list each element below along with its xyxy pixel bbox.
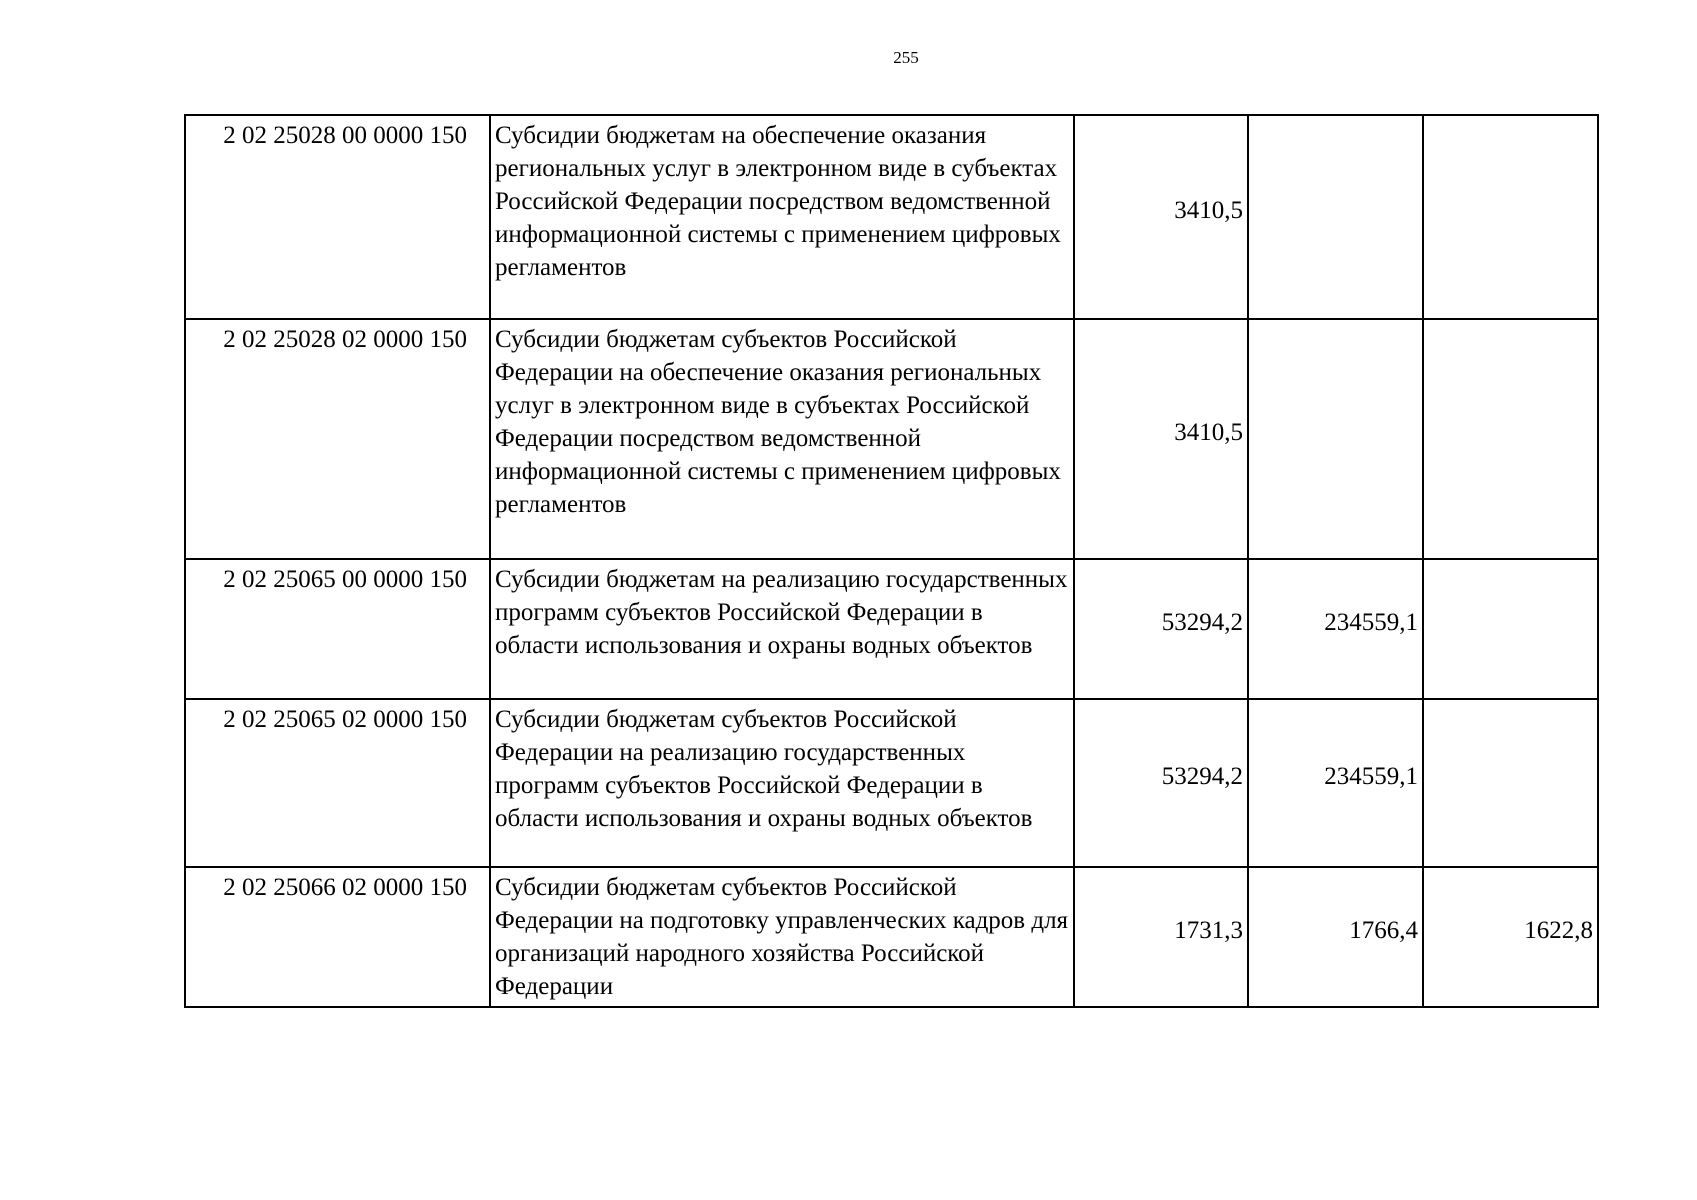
- page-number: 255: [893, 48, 919, 67]
- table-row: [185, 699, 1598, 867]
- budget-code-cell: 2 02 25028 00 0000 150: [185, 115, 490, 319]
- value-cell-3: [1423, 319, 1598, 559]
- value-text: 53294,2: [1161, 608, 1243, 636]
- value-text: 3410,5: [1174, 418, 1243, 446]
- value-cell-2: [1248, 559, 1423, 699]
- value-cell-2: [1248, 319, 1423, 559]
- value-cell-3: [1423, 699, 1598, 867]
- budget-code-cell: 2 02 25065 02 0000 150: [185, 699, 490, 867]
- value-cell-3: [1423, 559, 1598, 699]
- description-cell: Субсидии бюджетам субъектов Российской Федерации на обеспечение оказания региональных услуг в электронном виде в субъектах Российской Федерации посредством ведомственной информационной системы с применением цифровых регламентов: [490, 319, 1074, 559]
- table-row: [185, 559, 1598, 699]
- value-cell-1: [1074, 319, 1248, 559]
- value-cell-1: [1074, 115, 1248, 319]
- description-cell: Субсидии бюджетам субъектов Российской Федерации на реализацию государственных программ субъектов Российской Федерации в области использования и охраны водных объектов: [490, 699, 1074, 867]
- value-text: 234559,1: [1324, 762, 1418, 790]
- value-text: 3410,5: [1174, 196, 1243, 224]
- description-cell: Субсидии бюджетам на обеспечение оказания региональных услуг в электронном виде в субъектах Российской Федерации посредством ведомственной информационной системы с применением цифровых регламентов: [490, 115, 1074, 319]
- value-text: 1622,8: [1524, 916, 1593, 944]
- value-cell-1: [1074, 559, 1248, 699]
- value-text: 53294,2: [1161, 762, 1243, 790]
- table-row: [185, 867, 1598, 1007]
- value-text: 1766,4: [1349, 916, 1418, 944]
- description-cell: Субсидии бюджетам на реализацию государственных программ субъектов Российской Федерации в области использования и охраны водных объектов: [490, 559, 1074, 699]
- value-cell-2: [1248, 867, 1423, 1007]
- value-cell-2: [1248, 699, 1423, 867]
- budget-code-cell: 2 02 25028 02 0000 150: [185, 319, 490, 559]
- value-cell-3: [1423, 115, 1598, 319]
- table-row: [185, 115, 1598, 319]
- budget-table: [184, 114, 1599, 1008]
- value-cell-2: [1248, 115, 1423, 319]
- value-text: 1731,3: [1174, 916, 1243, 944]
- table-row: [185, 319, 1598, 559]
- description-cell: Субсидии бюджетам субъектов Российской Федерации на подготовку управленческих кадров для организаций народного хозяйства Российской Федерации: [490, 867, 1074, 1007]
- budget-code-cell: 2 02 25065 00 0000 150: [185, 559, 490, 699]
- value-text: 234559,1: [1324, 608, 1418, 636]
- value-cell-1: [1074, 867, 1248, 1007]
- value-cell-1: [1074, 699, 1248, 867]
- budget-code-cell: 2 02 25066 02 0000 150: [185, 867, 490, 1007]
- value-cell-3: [1423, 867, 1598, 1007]
